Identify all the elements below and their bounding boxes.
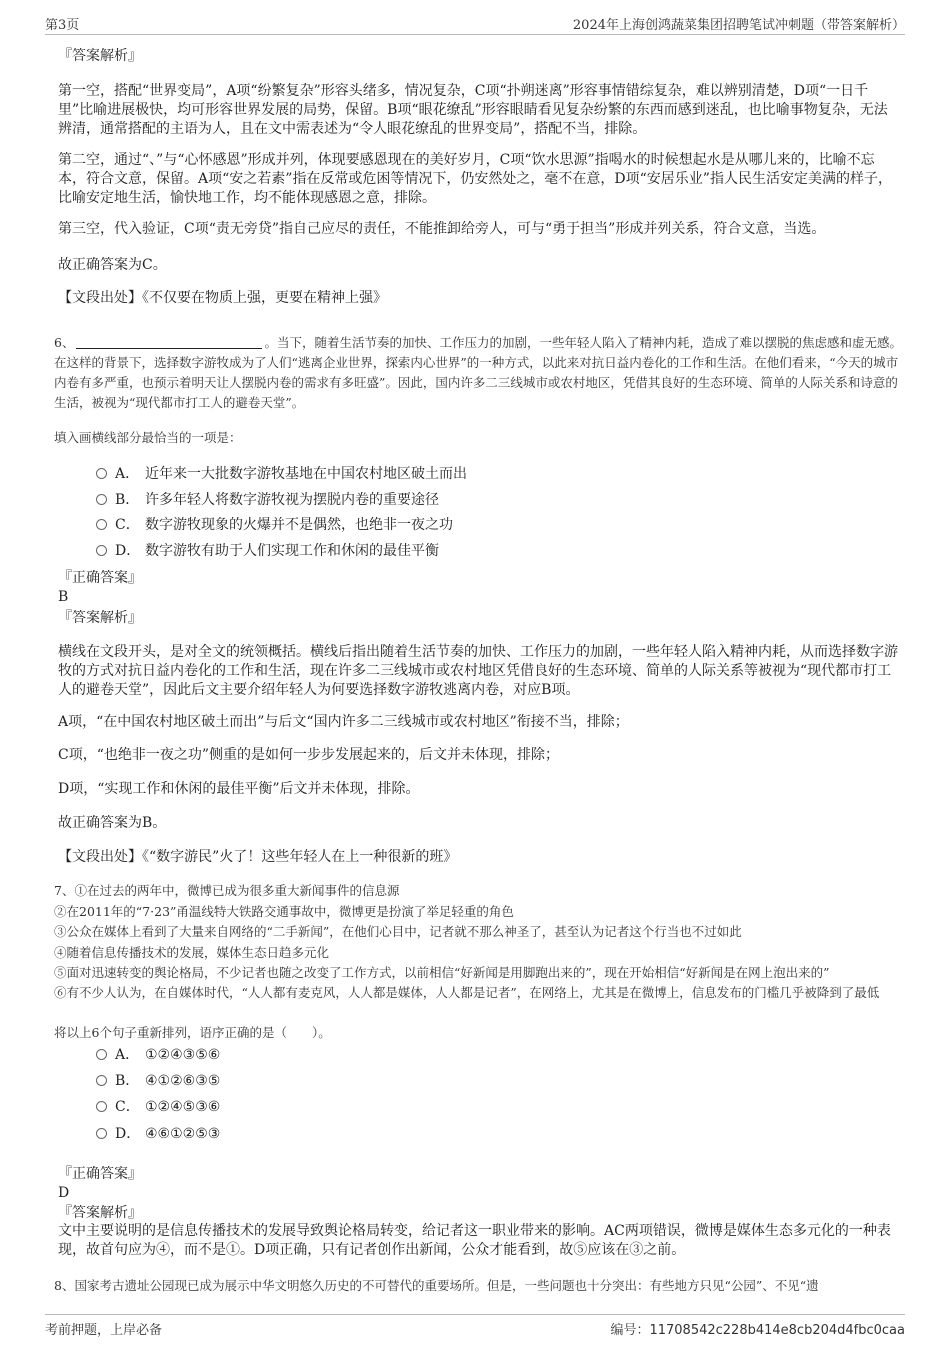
q6-analysis-para1: 横线在文段开头，是对全文的统领概括。横线后指出随着生活节奏的加快、工作压力的加剧，一些年轻人陷入精神内耗，从而选择数字游牧的方式对抗日益内卷化的工作和生活，现在许多二三线城市或农村地区凭借良好的生态环境、简单的人际关系等被视为“现代都市打工人的避卷天堂”，因此后文主要介绍年轻人为何要选择数字游牧逃离内卷，对应B项。 [58,644,898,698]
q7-line-1: 7、①在过去的两年中，微博已成为很多重大新闻事件的信息源 [54,883,400,898]
radio-icon[interactable] [96,1075,107,1086]
q5-analysis-para1: 第一空，搭配“世界变局”，A项“纷繁复杂”形容头绪多，情况复杂，C项“扑朔迷离”形容事情错综复杂，难以辨别清楚，D项“一日千里”比喻进展极快，均可形容世界发展的局势，保留。B项“眼花缭乱”形容眼睛看见复杂纷繁的东西而感到迷乱，也比喻事物复杂，无法辨清，通常搭配的主语为人，且在文中需表述为“令人眼花缭乱的世界变局”，搭配不当，排除。 [58,83,888,137]
q6-prompt: 填入画横线部分最恰当的一项是： [54,430,242,445]
document-title: 2024年上海创鸿蔬菜集团招聘笔试冲刺题（带答案解析） [572,18,905,33]
q5-analysis-para3: 第三空，代入验证，C项“责无旁贷”指自己应尽的责任，不能推卸给旁人，可与“勇于担当”形成并列关系，符合文意，当选。 [58,221,826,237]
q6-analysis-para4: D项，“实现工作和休闲的最佳平衡”后文并未体现，排除。 [58,781,420,797]
q7-option-a[interactable]: A． ①②④③⑤⑥ [96,1045,220,1065]
radio-icon[interactable] [96,519,107,530]
fill-blank [76,336,262,349]
q7-line-6: ⑥有不少人认为，在自媒体时代，“人人都有麦克风，人人都是媒体，人人都是记者”，在网络上，尤其是在微博上，信息发布的门槛几乎被降到了最低 [54,985,880,1000]
q5-source: 【文段出处】《不仅要在物质上强，更要在精神上强》 [58,290,387,306]
q6-source: 【文段出处】《“数字游民”火了！这些年轻人在上一种很新的班》 [58,849,458,865]
q7-option-c[interactable]: C． ①②④⑤③⑥ [96,1097,220,1117]
q7-line-4: ④随着信息传播技术的发展，媒体生态日趋多元化 [54,945,330,960]
q6-conclusion: 故正确答案为B。 [58,815,167,831]
document-id: 编号：11708542c228b414e8cb204d4fbc0caa [610,1323,905,1338]
q7-prompt: 将以上6个句子重新排列，语序正确的是（ ）。 [54,1025,331,1040]
radio-icon[interactable] [96,1101,107,1112]
q6-stem-text: 。当下，随着生活节奏的加快、工作压力的加剧，一些年轻人陷入了精神内耗，造成了难以摆脱的焦虑感和虚无感。在这样的背景下，选择数字游牧成为了人们“逃离企业世界，探索内心世界”的一种方式，以此来对抗日益内卷化的工作和生活。在他们看来，“今天的城市内卷有多严重，也预示着明天让人摆脱内卷的需求有多旺盛”。因此，国内许多二三线城市或农村地区，凭借其良好的生态环境、简单的人际关系和诗意的生活，被视为“现代都市打工人的避卷天堂”。 [54,335,902,410]
q6-option-c[interactable]: C． 数字游牧现象的火爆并不是偶然，也绝非一夜之功 [96,515,453,535]
q6-analysis-para3: C项，“也绝非一夜之功”侧重的是如何一步步发展起来的，后文并未体现，排除； [58,747,560,763]
page-header [45,14,905,35]
q6-stem [54,333,902,413]
q7-answer-title: 『正确答案』 [58,1166,142,1182]
q8-stem: 8、国家考古遗址公园现已成为展示中华文明悠久历史的不可替代的重要场所。但是，一些问题也十分突出：有些地方只见“公园”、不见“遗 [54,1278,819,1293]
q5-analysis-para2: 第二空，通过“、”与“心怀感恩”形成并列，体现要感恩现在的美好岁月，C项“饮水思源”指喝水的时候想起水是从哪儿来的，比喻不忘本，符合文意，保留。A项“安之若素”指在反常或危困等情况下，仍安然处之，毫不在意，D项“安居乐业”指人民生活安定美满的样子，比喻安定地生活，愉快地工作，均不能体现感恩之意，排除。 [58,152,892,206]
q6-option-d[interactable]: D． 数字游牧有助于人们实现工作和休闲的最佳平衡 [96,541,439,561]
page-number: 第3页 [45,18,80,33]
radio-icon[interactable] [96,468,107,479]
q6-answer-title: 『正确答案』 [58,570,142,586]
radio-icon[interactable] [96,1049,107,1060]
q6-option-b[interactable]: B． 许多年轻人将数字游牧视为摆脱内卷的重要途径 [96,490,439,510]
q7-line-5: ⑤面对迅速转变的舆论格局，不少记者也随之改变了工作方式，以前相信“好新闻是用脚跑出来的”，现在开始相信“好新闻是在网上泡出来的” [54,965,830,980]
q7-answer: D [58,1185,70,1201]
footer-slogan: 考前押题，上岸必备 [45,1323,163,1338]
q6-number: 6、 [54,335,75,350]
radio-icon[interactable] [96,1128,107,1139]
q7-line-3: ③公众在媒体上看到了大量来自网络的“二手新闻”，在他们心目中，记者就不那么神圣了，甚至认为记者这个行当也不过如此 [54,924,742,939]
q7-option-d[interactable]: D． ④⑥①②⑤③ [96,1124,220,1144]
radio-icon[interactable] [96,494,107,505]
q7-analysis-title: 『答案解析』 [58,1205,142,1221]
q7-option-b[interactable]: B． ④①②⑥③⑤ [96,1071,220,1091]
q6-answer: B [58,589,69,605]
q6-option-a[interactable]: A． 近年来一大批数字游牧基地在中国农村地区破土而出 [96,464,467,484]
q6-analysis-para2: A项，“在中国农村地区破土而出”与后文“国内许多二三线城市或农村地区”衔接不当，排除； [58,714,629,730]
page-footer [45,1314,905,1338]
q5-analysis-title: 『答案解析』 [58,48,142,64]
q6-analysis-title: 『答案解析』 [58,610,142,626]
q5-conclusion: 故正确答案为C。 [58,257,167,273]
q7-line-2: ②在2011年的“7·23”甬温线特大铁路交通事故中，微博更是扮演了举足轻重的角色 [54,904,514,919]
radio-icon[interactable] [96,545,107,556]
q7-analysis: 文中主要说明的是信息传播技术的发展导致舆论格局转变，给记者这一职业带来的影响。AC两项错误，微博是媒体生态多元化的一种表现，故首句应为④，而不是①。D项正确，只有记者创作出新闻，公众才能看到，故⑤应该在③之前。 [58,1223,891,1258]
